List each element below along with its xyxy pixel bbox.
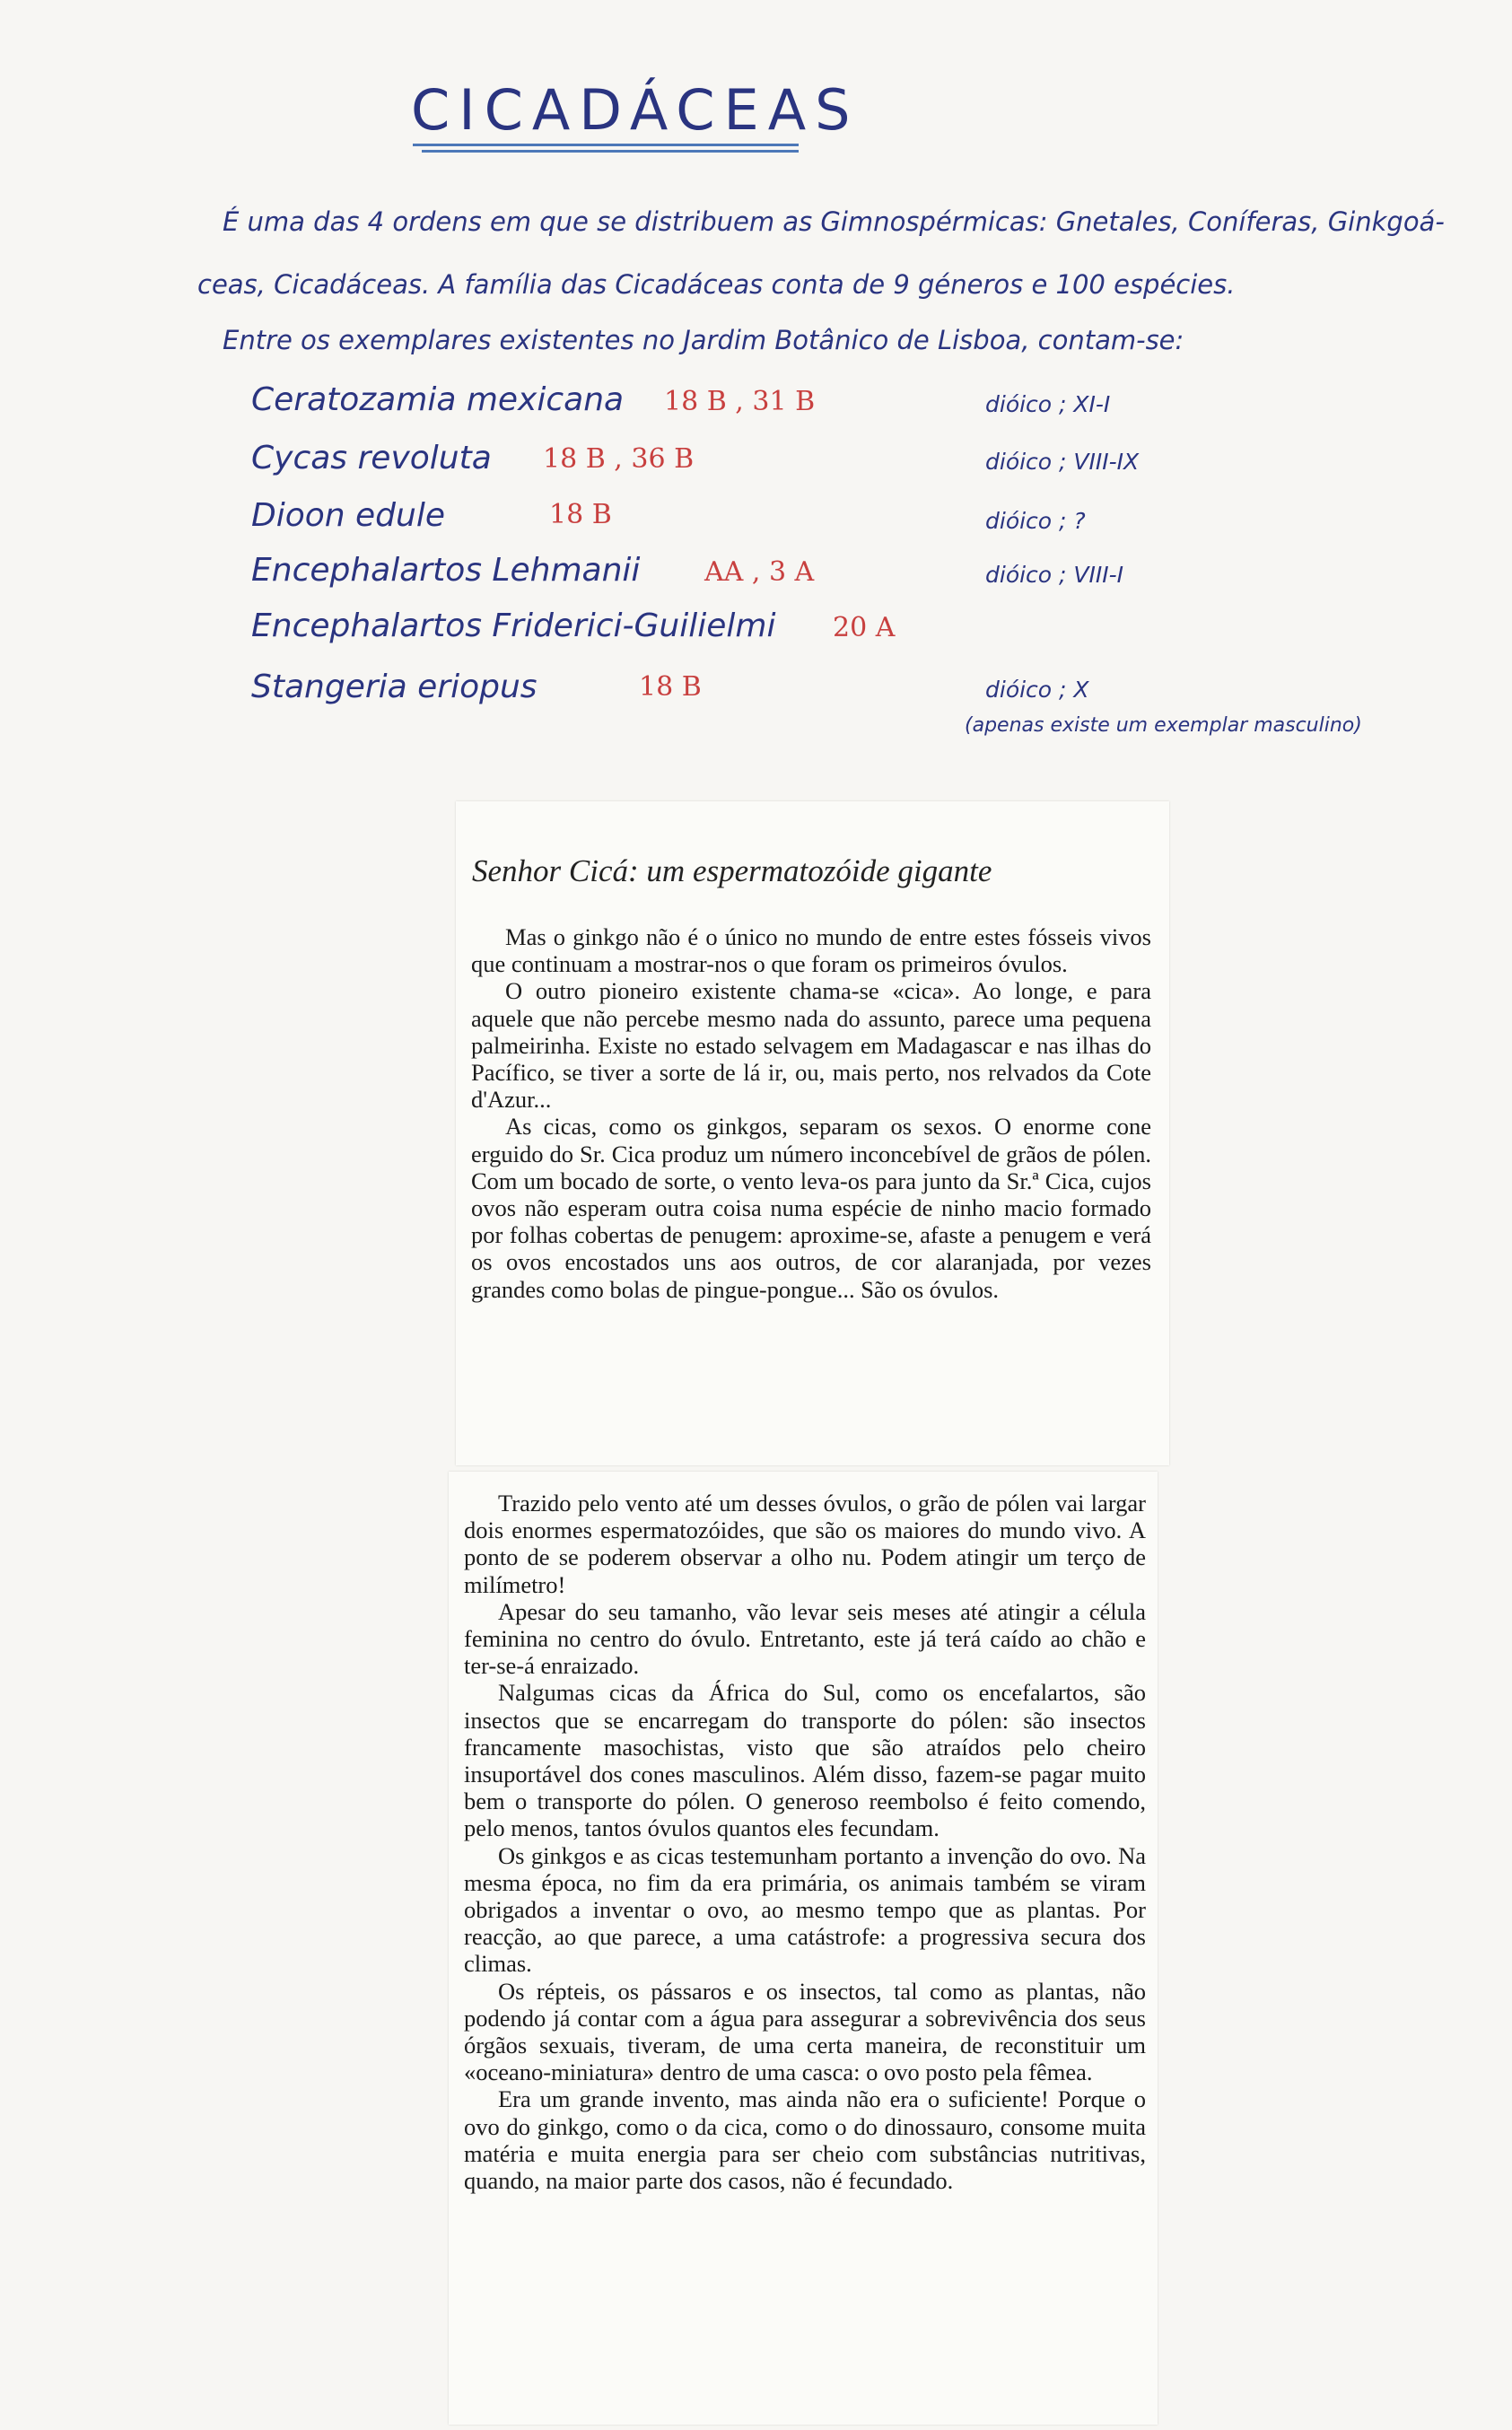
species-sex: dióico ; VIII-IX [985, 449, 1140, 475]
paragraph: O outro pioneiro existente chama-se «cica». Ao longe, e para aquele que não percebe mesmo nada do assunto, parece uma pequena palmeirinha. Existe no estado selvagem em Madagascar e nas ilhas do Pacífico, se tiver a sorte de lá ir, ou, mais perto, nos relvados da Cote d'Azur... [471, 977, 1151, 1114]
paragraph: Mas o ginkgo não é o único no mundo de entre estes fósseis vivos que continuam a mostrar-nos o que foram os primeiros óvulos. [471, 923, 1151, 978]
clipping-body [464, 1490, 1146, 2194]
paragraph: Os ginkgos e as cicas testemunham portanto a invenção do ovo. Na mesma época, no fim da era primária, os animais também se viram obrigados a inventar o ovo, ao mesmo tempo que as plantas. Por reacção, ao que parece, a uma catástrofe: a progressiva secura dos climas. [464, 1841, 1146, 1978]
paragraph: Os répteis, os pássaros e os insectos, tal como as plantas, não podendo já contar com a água para assegurar a sobrevivência dos seus órgãos sexuais, tiveram, de uma certa maneira, de reconstituir um «oceano-miniatura» dentro de uma casca: o ovo posto pela fêmea. [464, 1977, 1146, 2086]
title-underline-second [422, 150, 799, 153]
intro-line-2: ceas, Cicadáceas. A família das Cicadáceas conta de 9 géneros e 100 espécies. [197, 269, 1236, 300]
intro-line-1: É uma das 4 ordens em que se distribuem as Gimnospérmicas: Gnetales, Coníferas, Ginkgoá- [223, 206, 1445, 237]
species-code: 18 B [549, 499, 612, 530]
species-code: 18 B , 31 B [664, 386, 816, 417]
species-sex: dióico ; XI-I [985, 391, 1111, 417]
species-sex: dióico ; ? [985, 508, 1086, 534]
species-code: 18 B , 36 B [543, 443, 695, 475]
paragraph: Apesar do seu tamanho, vão levar seis meses até atingir a célula feminina no centro do óvulo. Entretanto, este já terá caído ao chão e ter-se-á enraizado. [464, 1597, 1146, 1680]
species-code: AA , 3 A [704, 556, 815, 588]
newspaper-clipping-top [456, 801, 1169, 1465]
species-code: 18 B [639, 671, 702, 703]
title-underline [413, 144, 799, 146]
species-name: Dioon edule [251, 497, 445, 534]
species-name: Stangeria eriopus [251, 669, 538, 705]
intro-line-3: Entre os exemplares existentes no Jardim Botânico de Lisboa, contam-se: [223, 325, 1184, 355]
species-sex: dióico ; VIII-I [985, 562, 1124, 588]
clipping-title: Senhor Cicá: um espermatozóide gigante [472, 853, 992, 888]
page-title: CICADÁCEAS [411, 77, 860, 143]
specimen-note: (apenas existe um exemplar masculino) [965, 714, 1362, 737]
species-name: Cycas revoluta [251, 440, 492, 476]
species-name: Ceratozamia mexicana [251, 381, 625, 418]
species-code: 20 A [833, 612, 896, 643]
clipping-body [471, 923, 1151, 1303]
species-sex: dióico ; X [985, 677, 1089, 703]
species-name: Encephalartos Friderici-Guilielmi [251, 608, 776, 644]
paragraph: Trazido pelo vento até um desses óvulos, o grão de pólen vai largar dois enormes espermatozóides, que são os maiores do mundo vivo. A ponto de se poderem observar a olho nu. Podem atingir um terço de milímetro! [464, 1490, 1146, 1598]
paragraph: Nalgumas cicas da África do Sul, como os encefalartos, são insectos que se encarregam do transporte do pólen: são insectos francamente masochistas, visto que são atraídos pelo cheiro insuportável dos cones masculinos. Além disso, fazem-se pagar muito bem o transporte do pólen. O generoso reembolso é feito comendo, pelo menos, tantos óvulos quantos eles fecundam. [464, 1679, 1146, 1842]
newspaper-clipping-bottom [449, 1472, 1158, 2425]
paragraph: Era um grande invento, mas ainda não era o suficiente! Porque o ovo do ginkgo, como o da cica, como o do dinossauro, consome muita matéria e muita energia para ser cheio com substâncias nutritivas, quando, na maior parte dos casos, não é fecundado. [464, 2085, 1146, 2195]
paragraph: As cicas, como os ginkgos, separam os sexos. O enorme cone erguido do Sr. Cica produz um número inconcebível de grãos de pólen. Com um bocado de sorte, o vento leva-os para junto da Sr.ª Cica, cujos ovos não esperam outra coisa numa espécie de ninho macio formado por folhas cobertas de penugem: aproxime-se, afaste a penugem e verá os ovos encostados uns aos outros, de cor alaranjada, por vezes grandes como bolas de pingue-pongue... São os óvulos. [471, 1113, 1151, 1303]
species-name: Encephalartos Lehmanii [251, 552, 641, 589]
